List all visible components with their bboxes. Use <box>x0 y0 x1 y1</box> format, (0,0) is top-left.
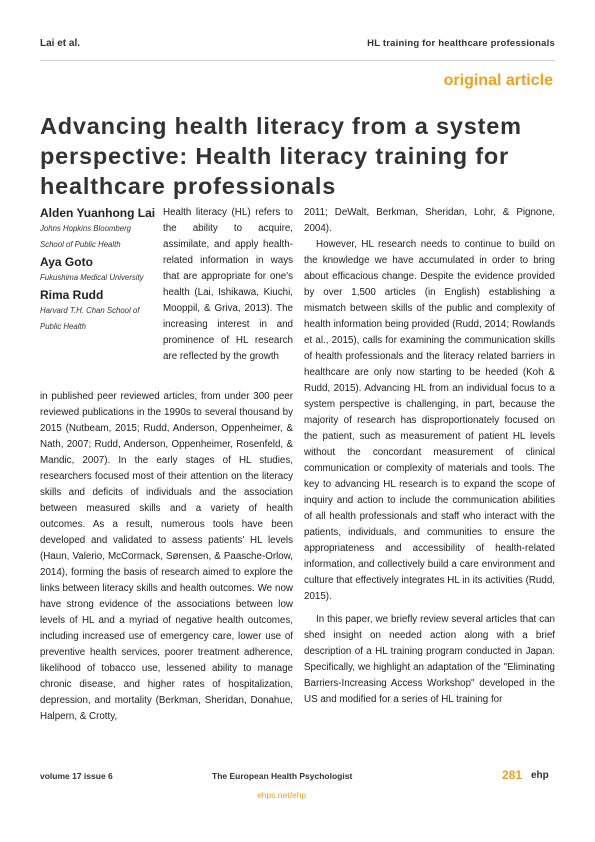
body-paragraph: In this paper, we briefly review several articles that can shed insight on needed action along with a brief description of a HL training program conducted in Japan. Specifically, we highlight an adaptation of the "Eliminating Barriers-Increasing Access Workshop" developed in the US and modified for a series of HL training for <box>304 614 555 705</box>
author-block <box>40 206 156 337</box>
body-column-1 <box>40 389 293 725</box>
running-header-title: HL training for healthcare professionals <box>367 38 555 49</box>
footer-journal-abbrev: ehp <box>531 770 549 781</box>
body-column-1-wrap <box>163 205 293 365</box>
footer-journal: The European Health Psychologist <box>212 771 353 781</box>
header-divider <box>40 60 555 61</box>
body-column-2 <box>304 205 555 708</box>
running-header-authors: Lai et al. <box>40 38 81 49</box>
author-affiliation: Johns Hopkins Bloomberg School of Public Health <box>40 224 132 249</box>
author-1 <box>40 206 156 253</box>
page-number: 281 <box>502 768 523 782</box>
body-paragraph: However, HL research needs to continue to build on the knowledge we have accumulated in order to bring about efficacious change. Despite the evidence provided by over 1,500 articles (in English) establishing a mismatch between skills of the public and complexity of health information being provided (Rudd, 2014; Rowlands et al., 2015), calls for examining the communication skills of health professionals and the literacy related barriers in healthcare are only now starting to be heeded (Koh & Rudd, 2015). Advancing HL from an individual focus to a system perspective is challenging, in part, because the majority of research has disproportionately focused on the patient, such as measurement of patient HL levels without the concordant measurement of clinical communication or complexity of materials and tools. The key to advancing HL research is to expand the scope of inquiry and action to include the communication abilities of all health professionals and staff who interact with the patients, individuals, and communities to ensure the appropriateness and accessibility of health-related information, and collectively build a care environment and culture that effectively integrates HL in its activities (Rudd, 2015). <box>304 239 555 602</box>
article-title: Advancing health literacy from a system perspective: Health literacy training for healthcare professionals <box>40 113 522 199</box>
footer-url[interactable]: ehps.net/ehp <box>257 790 307 800</box>
body-paragraph: in published peer reviewed articles, from under 300 peer reviewed publications in the 1990s to several thousand by 2015 (Nutbeam, 2015; Rudd, Anderson, Oppenheimer, & Nath, 2007; Rudd, Anderson, Oppenheimer, Rosenfeld, & Mandic, 2007). In the early stages of HL studies, researchers focused most of their attention on the literacy skills and deficits of individuals and the association between measured skills and a variety of health outcomes. As a result, numerous tools have been developed and validated to assess patients' HL levels (Haun, Valerio, McCormack, Sørensen, & Paasche-Orlow, 2014), forming the basis of research aimed to explore the links between literacy skills and health outcomes. We now have strong evidence of the associations between low levels of HL and a myriad of negative health outcomes, including increased use of emergency care, lower use of preventive health services, poorer treatment adherence, likelihood of tobacco use, lessened ability to manage chronic disease, and higher rates of hospitalization, depression, and mortality (Berkman, Sheridan, Donahue, Halpern, & Crotty, <box>40 391 293 722</box>
author-name: Aya Goto <box>40 255 93 269</box>
author-affiliation: Harvard T.H. Chan School of Public Health <box>40 306 140 331</box>
section-tag: original article <box>443 72 553 89</box>
author-2 <box>40 255 156 286</box>
author-name: Alden Yuanhong Lai <box>40 206 156 220</box>
footer-volume: volume 17 issue 6 <box>40 771 113 781</box>
body-paragraph: Health literacy (HL) refers to the ability to acquire, assimilate, and apply health-related information in ways that are appropriate for one's health (Lai, Ishikawa, Kiuchi, Mooppil, & Griva, 2013). The increasing interest in and prominence of HL research are reflected by the growth <box>163 207 293 362</box>
author-name: Rima Rudd <box>40 288 104 302</box>
author-3 <box>40 288 156 335</box>
author-affiliation: Fukushima Medical University <box>40 273 144 282</box>
body-paragraph: 2011; DeWalt, Berkman, Sheridan, Lohr, & Pignone, 2004). <box>304 207 555 234</box>
